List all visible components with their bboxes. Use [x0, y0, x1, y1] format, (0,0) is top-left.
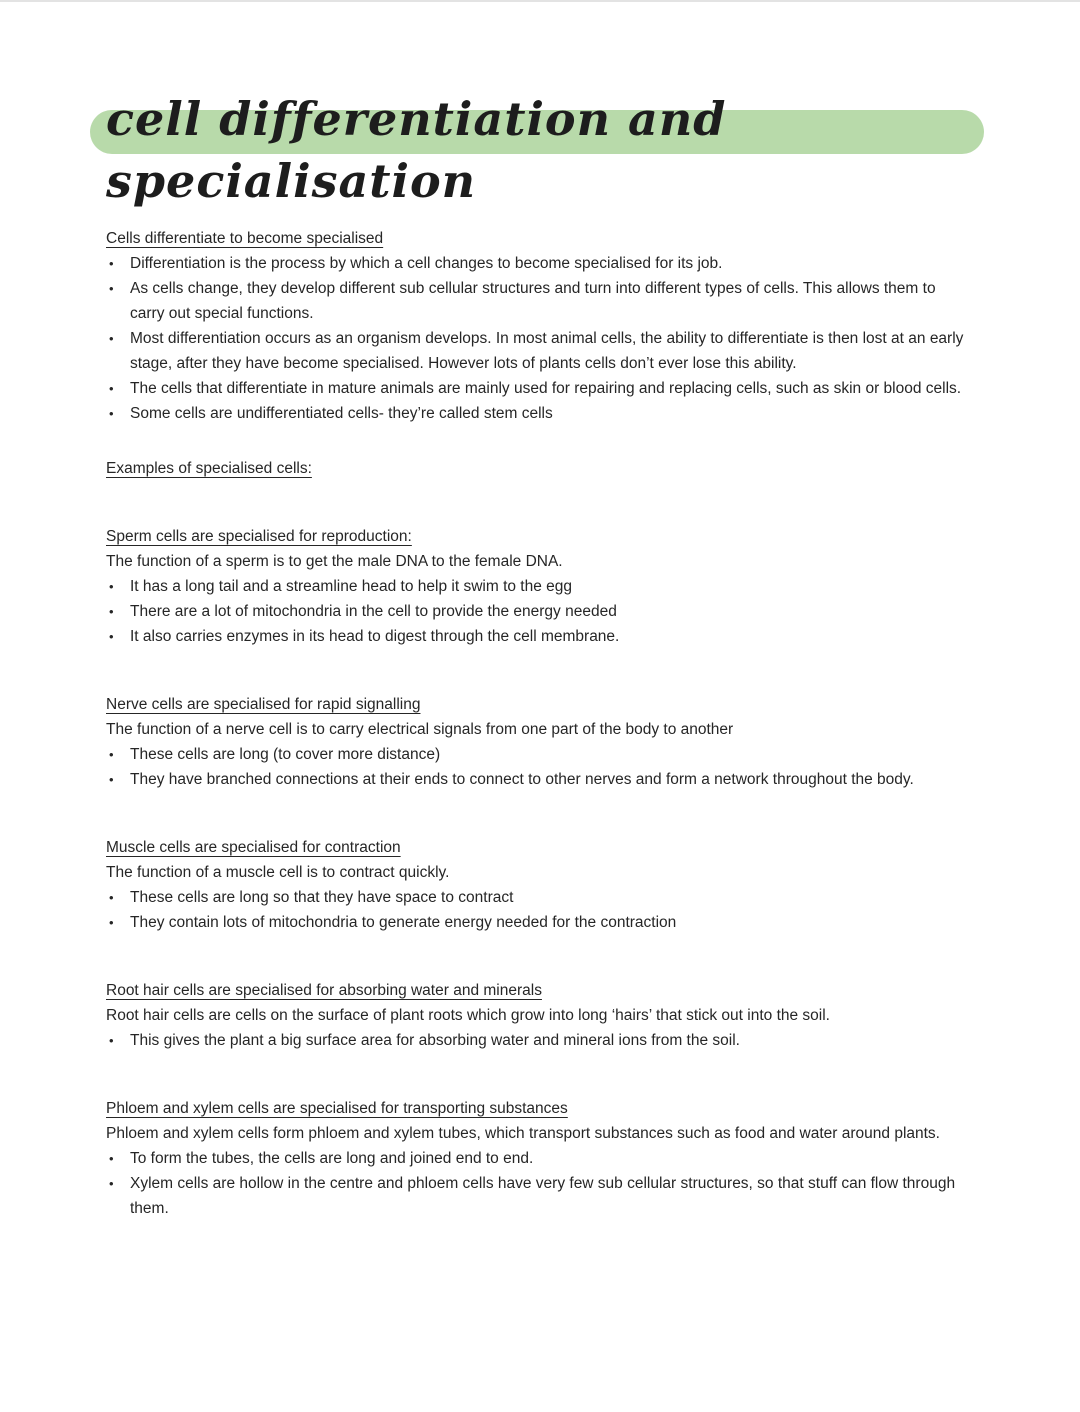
bullet-item: • Most differentiation occurs as an organism develops. In most animal cells, the ability to differentiate is then lost at an early stage, after they have become specialised. However lots of plants cells don’t ever lose this ability. — [106, 326, 972, 376]
bullet-item: • They contain lots of mitochondria to generate energy needed for the contraction — [106, 910, 972, 935]
page-title: cell differentiation and specialisation — [106, 88, 972, 212]
section-heading: Muscle cells are specialised for contraction — [106, 839, 401, 856]
bullet-list — [106, 885, 972, 935]
bullet-item: • These cells are long (to cover more distance) — [106, 742, 972, 767]
section-heading: Phloem and xylem cells are specialised for transporting substances — [106, 1100, 568, 1117]
page-title-wrap — [106, 88, 972, 212]
bullet-list — [106, 1146, 972, 1221]
section-nerve-cells — [106, 692, 972, 792]
section-heading: Root hair cells are specialised for absorbing water and minerals — [106, 982, 542, 999]
section-intro: Phloem and xylem cells form phloem and xylem tubes, which transport substances such as food and water around plants. — [106, 1125, 940, 1142]
section-intro: The function of a muscle cell is to contract quickly. — [106, 864, 450, 881]
section-root-hair-cells — [106, 978, 972, 1053]
bullet-item: • They have branched connections at their ends to connect to other nerves and form a network throughout the body. — [106, 767, 972, 792]
bullet-item: • The cells that differentiate in mature animals are mainly used for repairing and replacing cells, such as skin or blood cells. — [106, 376, 972, 401]
bullet-item: • There are a lot of mitochondria in the cell to provide the energy needed — [106, 599, 972, 624]
section-cells-differentiate — [106, 226, 972, 426]
bullet-item: • These cells are long so that they have space to contract — [106, 885, 972, 910]
section-muscle-cells — [106, 835, 972, 935]
bullet-list — [106, 742, 972, 792]
section-intro: Root hair cells are cells on the surface of plant roots which grow into long ‘hairs’ that stick out into the soil. — [106, 1007, 830, 1024]
bullet-item: • As cells change, they develop different sub cellular structures and turn into different types of cells. This allows them to carry out special functions. — [106, 276, 972, 326]
bullet-item: • This gives the plant a big surface area for absorbing water and mineral ions from the soil. — [106, 1028, 972, 1053]
bullet-item: • Xylem cells are hollow in the centre and phloem cells have very few sub cellular structures, so that stuff can flow through them. — [106, 1171, 972, 1221]
notes-page — [0, 2, 1080, 1221]
section-intro: The function of a nerve cell is to carry electrical signals from one part of the body to another — [106, 721, 734, 738]
section-heading: Sperm cells are specialised for reproduction: — [106, 528, 412, 545]
section-sperm-cells — [106, 524, 972, 649]
bullet-item: • Some cells are undifferentiated cells- they’re called stem cells — [106, 401, 972, 426]
section-phloem-xylem-cells — [106, 1096, 972, 1221]
bullet-item: • To form the tubes, the cells are long and joined end to end. — [106, 1146, 972, 1171]
section-examples — [106, 456, 972, 481]
bullet-item: • It has a long tail and a streamline head to help it swim to the egg — [106, 574, 972, 599]
section-intro: The function of a sperm is to get the male DNA to the female DNA. — [106, 553, 563, 570]
section-heading: Nerve cells are specialised for rapid signalling — [106, 696, 421, 713]
section-heading: Cells differentiate to become specialised — [106, 230, 384, 247]
bullet-item: • It also carries enzymes in its head to digest through the cell membrane. — [106, 624, 972, 649]
bullet-item: • Differentiation is the process by which a cell changes to become specialised for its job. — [106, 251, 972, 276]
bullet-list — [106, 251, 972, 426]
bullet-list — [106, 1028, 972, 1053]
section-heading: Examples of specialised cells: — [106, 460, 312, 477]
bullet-list — [106, 574, 972, 649]
